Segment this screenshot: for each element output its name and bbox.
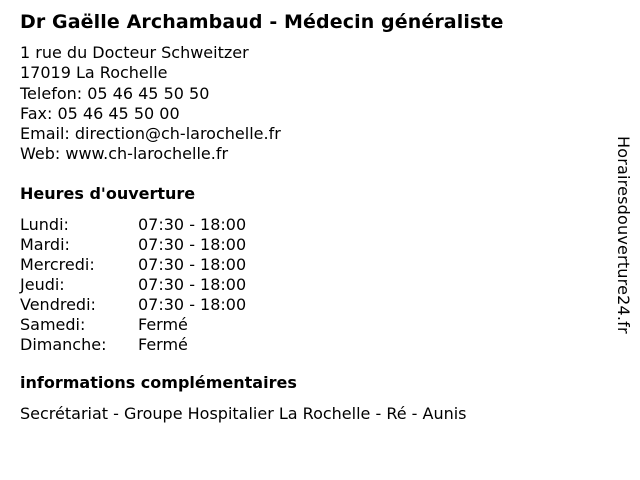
side-label: Horairesdouverture24.fr: [614, 136, 633, 334]
info-heading: informations complémentaires: [20, 373, 297, 393]
website: Web: www.ch-larochelle.fr: [20, 144, 229, 164]
day-label: Dimanche:: [20, 335, 107, 355]
day-label: Jeudi:: [20, 275, 65, 295]
time-value: Fermé: [138, 315, 188, 335]
time-value: 07:30 - 18:00: [138, 214, 247, 234]
time-value: 07:30 - 18:00: [138, 234, 247, 254]
email-address: Email: direction@ch-larochelle.fr: [20, 124, 281, 144]
day-label: Mardi:: [20, 234, 70, 254]
hours-row-dimanche: [20, 335, 600, 355]
day-label: Samedi:: [20, 315, 86, 335]
hours-row-mercredi: [20, 255, 600, 275]
hours-row-vendredi: [20, 295, 600, 315]
city-address: 17019 La Rochelle: [20, 63, 168, 83]
time-value: 07:30 - 18:00: [138, 275, 247, 295]
time-value: 07:30 - 18:00: [138, 295, 247, 315]
hours-row-lundi: [20, 215, 600, 235]
hours-table: [20, 215, 600, 356]
day-label: Lundi:: [20, 214, 69, 234]
street-address: 1 rue du Docteur Schweitzer: [20, 43, 249, 62]
phone-number: Telefon: 05 46 45 50 50: [20, 83, 210, 103]
fax-number: Fax: 05 46 45 50 00: [20, 103, 180, 123]
time-value: 07:30 - 18:00: [138, 254, 247, 274]
hours-row-jeudi: [20, 275, 600, 295]
hours-row-mardi: [20, 235, 600, 255]
day-label: Vendredi:: [20, 295, 96, 315]
hours-heading: Heures d'ouverture: [20, 183, 196, 203]
info-text: Secrétariat - Groupe Hospitalier La Rochelle - Ré - Aunis: [20, 404, 467, 424]
time-value: Fermé: [138, 335, 188, 355]
page-title: Dr Gaëlle Archambaud - Médecin généraliste: [20, 11, 504, 33]
side-watermark: [608, 136, 638, 376]
hours-row-samedi: [20, 315, 600, 335]
day-label: Mercredi:: [20, 254, 95, 274]
listing-card: [20, 9, 600, 424]
contact-block: [20, 43, 600, 165]
